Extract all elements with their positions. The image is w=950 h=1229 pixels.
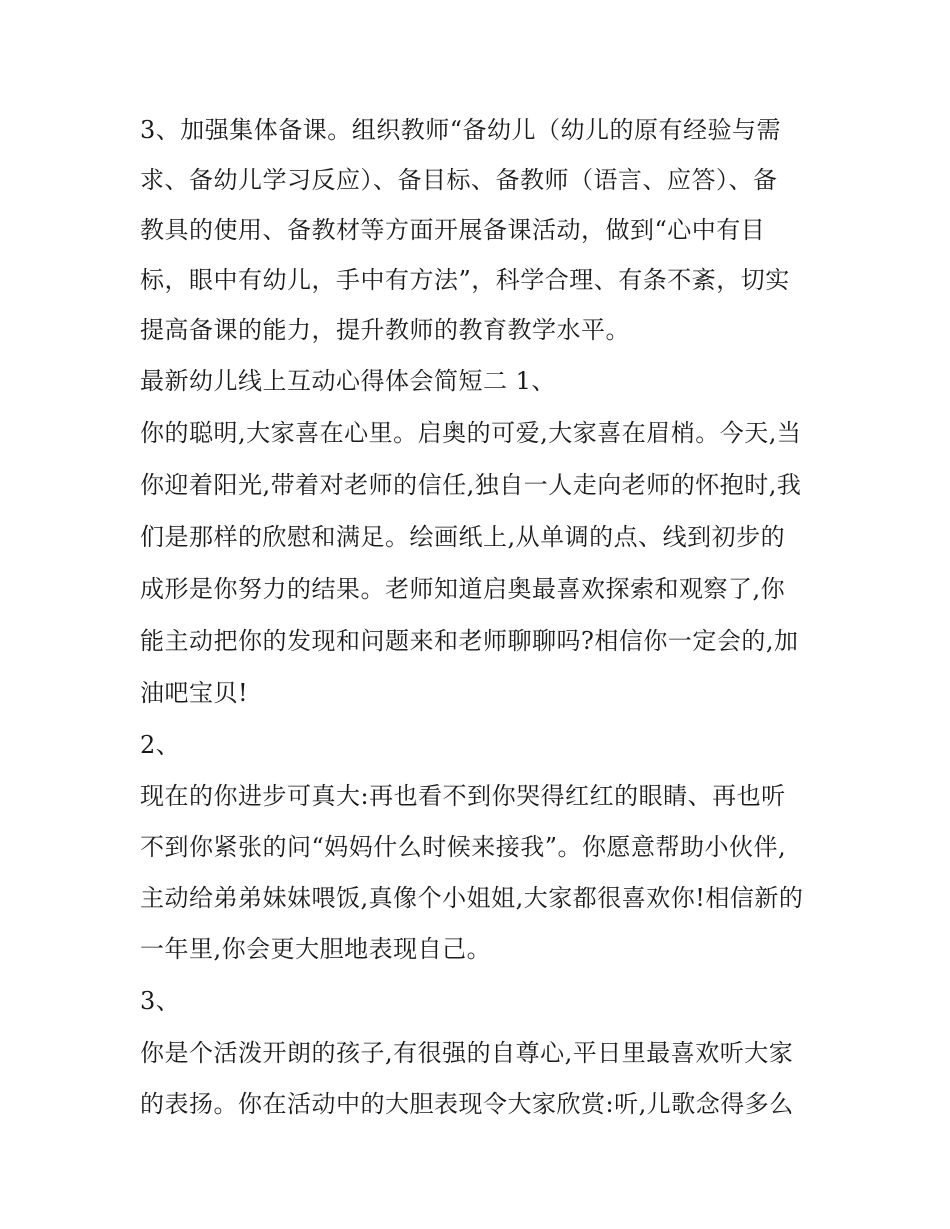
section-heading: 最新幼儿线上互动心得体会简短二 1、 bbox=[140, 367, 556, 395]
text-line: 不到你紧张的问“妈妈什么时候来接我”。你愿意帮助小伙伴, bbox=[140, 833, 787, 861]
text-line: 3、加强集体备课。组织教师“备幼儿（幼儿的原有经验与需 bbox=[140, 116, 782, 144]
item-number: 3、 bbox=[140, 987, 181, 1015]
text-line: 能主动把你的发现和问题来和老师聊聊吗?相信你一定会的,加 bbox=[140, 627, 799, 655]
text-line: 油吧宝贝! bbox=[140, 679, 249, 707]
text-line: 一年里,你会更大胆地表现自己。 bbox=[140, 935, 492, 963]
text-line: 们是那样的欣慰和满足。绘画纸上,从单调的点、线到初步的 bbox=[140, 523, 786, 551]
text-line: 标，眼中有幼儿，手中有方法”，科学合理、有条不紊，切实 bbox=[140, 266, 790, 294]
text-line: 主动给弟弟妹妹喂饭,真像个小姐姐,大家都很喜欢你!相信新的 bbox=[140, 884, 804, 912]
text-line: 现在的你进步可真大:再也看不到你哭得红红的眼睛、再也听 bbox=[140, 782, 786, 810]
text-line: 提高备课的能力，提升教师的教育教学水平。 bbox=[140, 316, 630, 344]
text-line: 你的聪明,大家喜在心里。启奥的可爱,大家喜在眉梢。今天,当 bbox=[140, 419, 802, 447]
text-line: 你是个活泼开朗的孩子,有很强的自尊心,平日里最喜欢听大家 bbox=[140, 1039, 794, 1067]
item-number: 2、 bbox=[140, 731, 181, 759]
text-line: 你迎着阳光,带着对老师的信任,独自一人走向老师的怀抱时,我 bbox=[140, 471, 802, 499]
text-line: 的表扬。你在活动中的大胆表现令大家欣赏:听,儿歌念得多么 bbox=[140, 1090, 794, 1118]
text-line: 求、备幼儿学习反应）、备目标、备教师（语言、应答）、备 bbox=[140, 166, 778, 194]
text-line: 教具的使用、备教材等方面开展备课活动，做到“心中有目 bbox=[140, 216, 766, 244]
text-line: 成形是你努力的结果。老师知道启奥最喜欢探索和观察了,你 bbox=[140, 575, 786, 603]
